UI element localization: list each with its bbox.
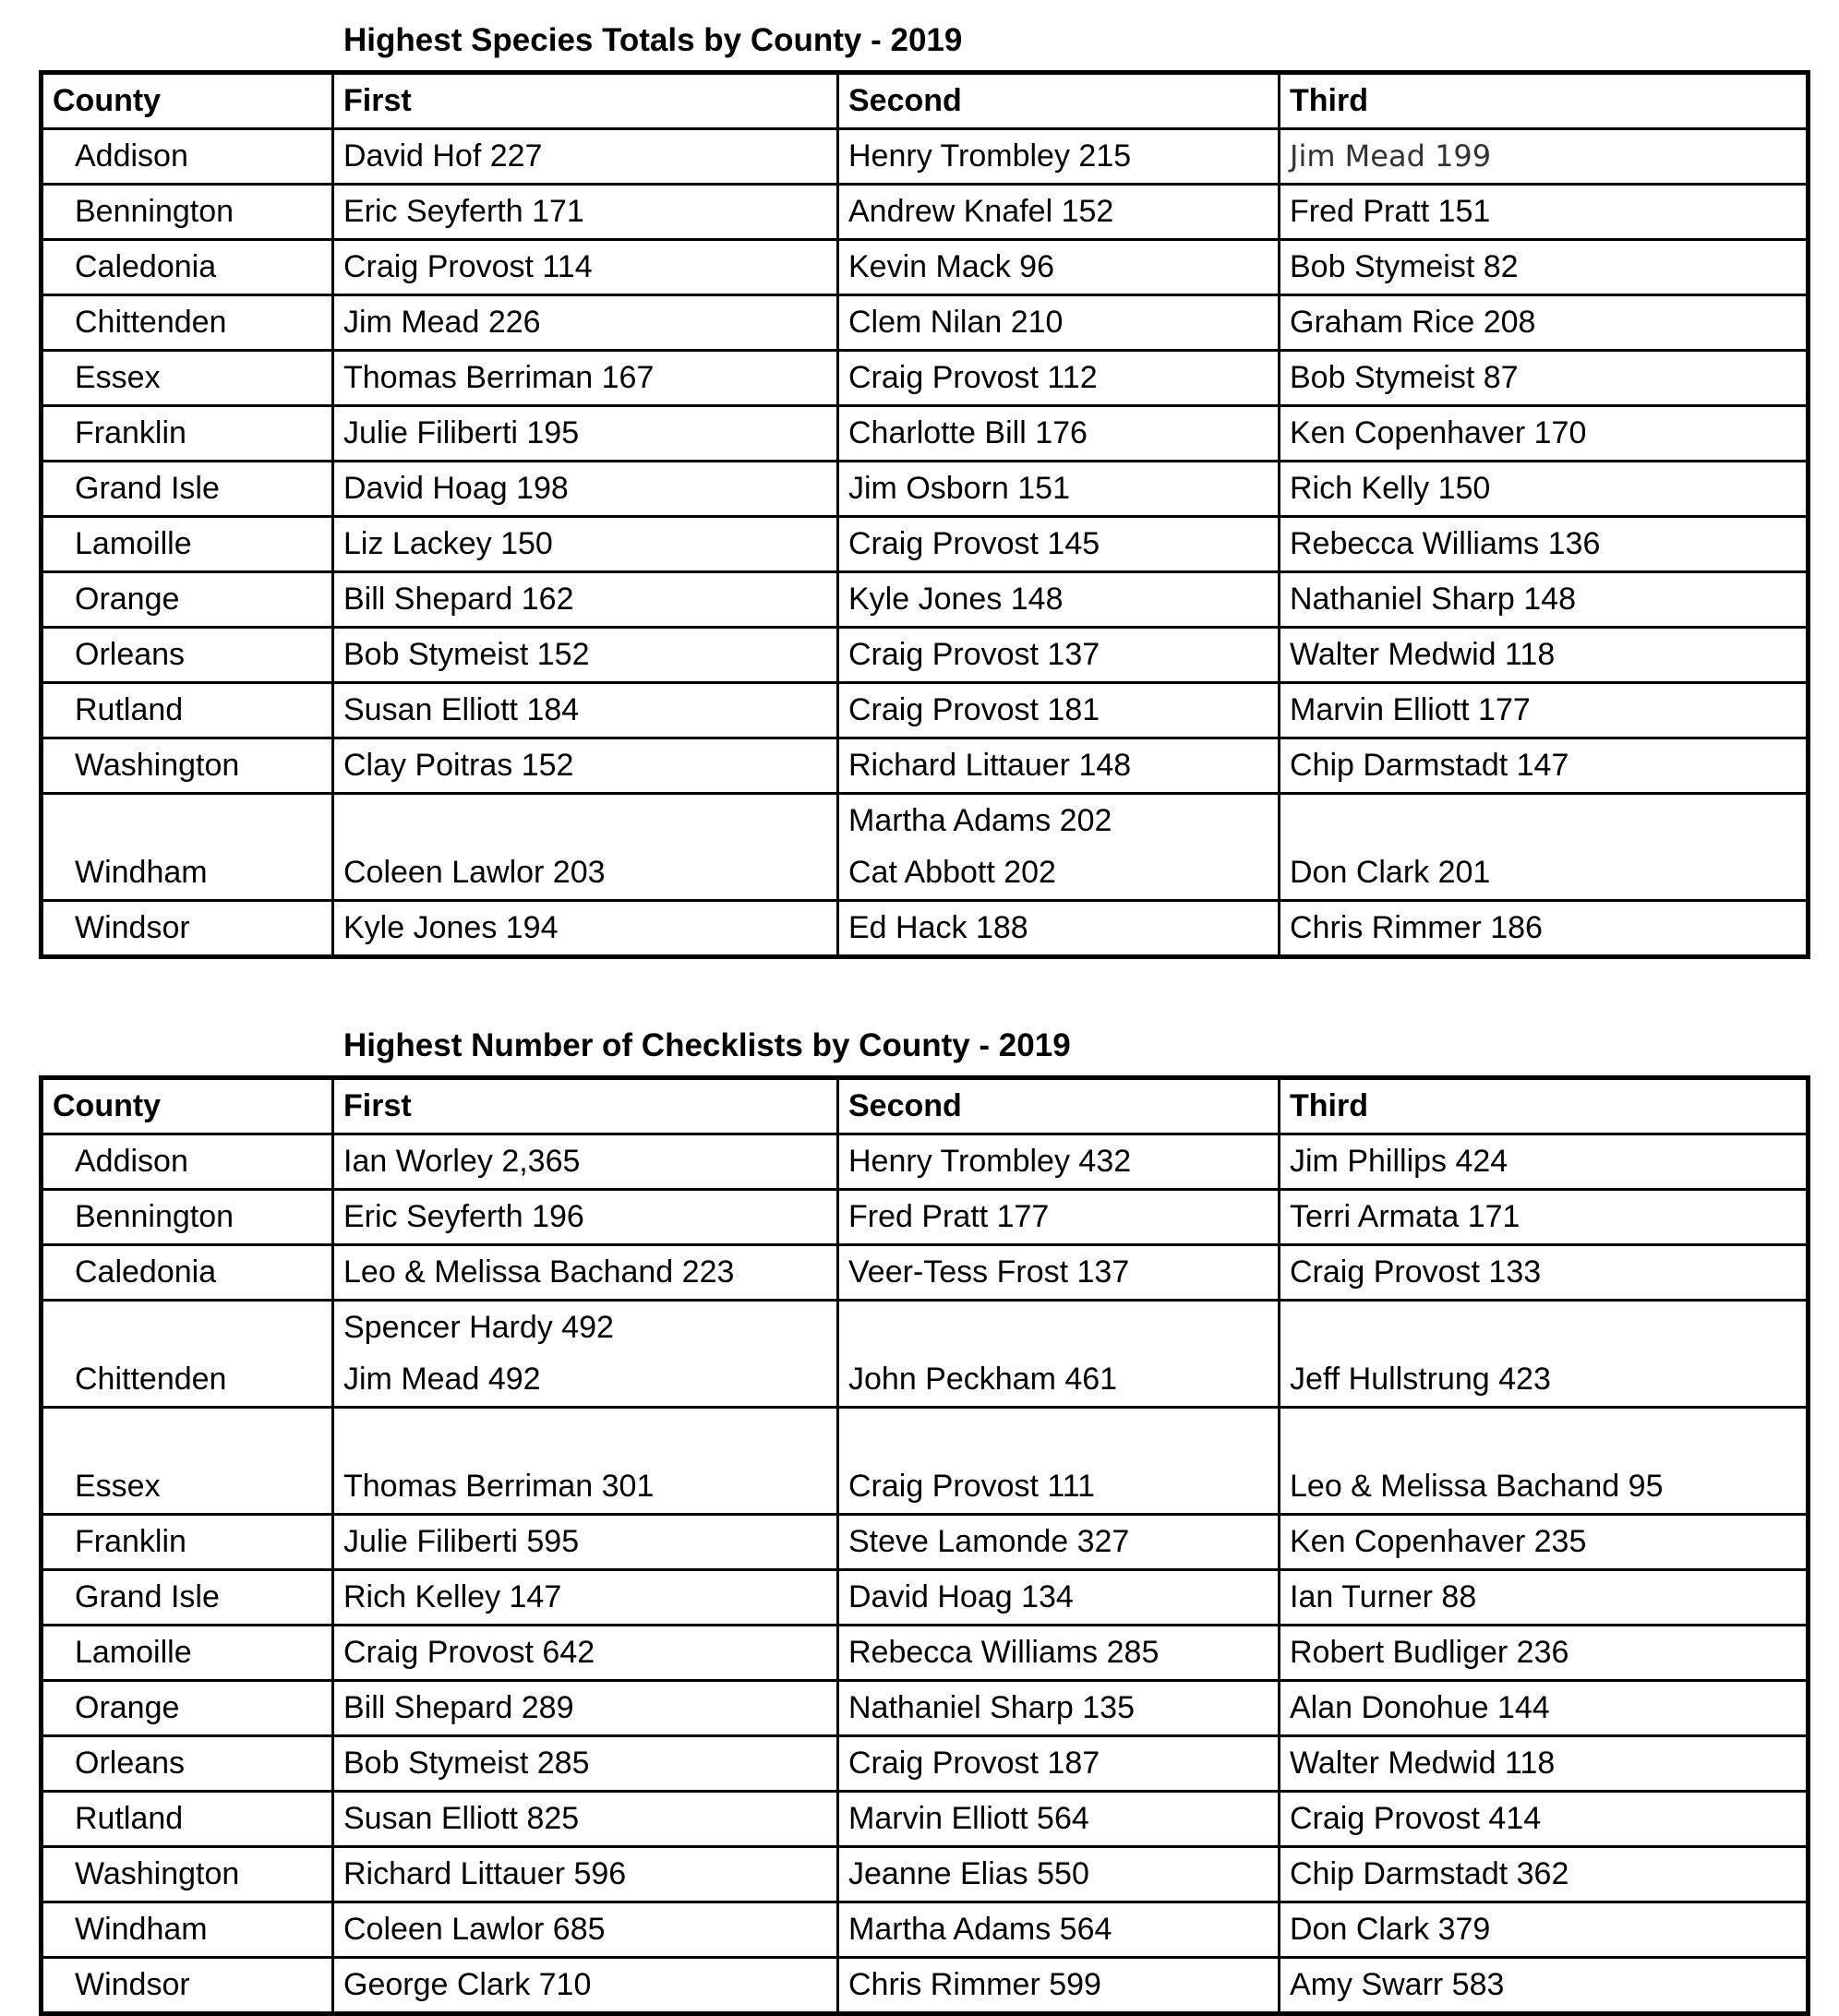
- cell-text: Ian Turner 88: [1290, 1579, 1477, 1614]
- cell-text: Marvin Elliott 177: [1290, 692, 1531, 727]
- cell-text: Walter Medwid 118: [1290, 1746, 1556, 1781]
- cell-text: Craig Provost 111: [848, 1469, 1096, 1504]
- cell-text: Kyle Jones 148: [848, 582, 1064, 617]
- cell-text: Craig Provost 114: [343, 249, 593, 284]
- cell-second: [838, 1408, 1280, 1515]
- cell-text: Leo & Melissa Bachand 223: [343, 1254, 735, 1290]
- table-row: [42, 1515, 1809, 1570]
- cell-text: Jim Mead 199: [1290, 138, 1492, 174]
- cell-text: Chris Rimmer 186: [1290, 910, 1543, 945]
- cell-county: [42, 1408, 333, 1515]
- table-row: [42, 1902, 1809, 1958]
- cell-first: [333, 462, 838, 517]
- column-header-county: County: [42, 1078, 333, 1134]
- cell-text: Rich Kelly 150: [1290, 471, 1491, 506]
- cell-text: Julie Filiberti 195: [343, 415, 580, 450]
- cell-text: Eric Seyferth 171: [343, 194, 584, 229]
- table-row: [42, 1958, 1809, 2014]
- cell-third: [1280, 1792, 1809, 1847]
- cell-first: [333, 185, 838, 240]
- cell-text: Orleans: [75, 1746, 186, 1781]
- cell-first: [333, 1301, 838, 1408]
- cell-third: [1280, 1190, 1809, 1245]
- cell-county: [42, 628, 333, 683]
- cell-first: [333, 1847, 838, 1902]
- cell-text: Andrew Knafel 152: [848, 194, 1114, 229]
- cell-text: Julie Filiberti 595: [343, 1524, 580, 1559]
- table-row: [42, 1847, 1809, 1902]
- cell-text: Rutland: [75, 692, 184, 727]
- cell-second: [838, 794, 1280, 901]
- cell-text: Henry Trombley 432: [848, 1144, 1132, 1179]
- cell-second: [838, 1570, 1280, 1626]
- cell-text: Henry Trombley 215: [848, 138, 1132, 174]
- cell-first: [333, 794, 838, 901]
- cell-county: [42, 462, 333, 517]
- cell-county: [42, 185, 333, 240]
- cell-text: David Hoag 198: [343, 471, 569, 506]
- cell-second: [838, 901, 1280, 957]
- cell-text: Clem Nilan 210: [848, 305, 1064, 340]
- cell-text: Richard Littauer 596: [343, 1856, 627, 1891]
- cell-first: [333, 738, 838, 794]
- cell-text: Jeff Hullstrung 423: [1290, 1362, 1551, 1397]
- cell-first: [333, 1958, 838, 2014]
- cell-text: Addison: [75, 1144, 188, 1179]
- cell-text: Spencer Hardy 492: [343, 1310, 614, 1345]
- cell-text: Bill Shepard 162: [343, 582, 574, 617]
- cell-county: [42, 1847, 333, 1902]
- table-row: [42, 129, 1809, 185]
- cell-text: Susan Elliott 825: [343, 1801, 580, 1836]
- cell-county: [42, 240, 333, 295]
- cell-second: [838, 1902, 1280, 1958]
- cell-text: Orange: [75, 582, 180, 617]
- cell-text: Kyle Jones 194: [343, 910, 559, 945]
- cell-third: [1280, 572, 1809, 628]
- cell-text: Marvin Elliott 564: [848, 1801, 1089, 1836]
- cell-first: [333, 406, 838, 462]
- cell-text: Don Clark 379: [1290, 1912, 1491, 1947]
- cell-text: Clay Poitras 152: [343, 748, 574, 783]
- cell-first: [333, 1792, 838, 1847]
- cell-third: [1280, 794, 1809, 901]
- table-row: [42, 1245, 1809, 1301]
- cell-third: [1280, 185, 1809, 240]
- cell-text: Chittenden: [75, 305, 227, 340]
- cell-county: [42, 1626, 333, 1681]
- cell-text: George Clark 710: [343, 1967, 592, 2002]
- cell-text: Chip Darmstadt 147: [1290, 748, 1569, 783]
- cell-second: [838, 1134, 1280, 1190]
- cell-third: [1280, 1902, 1809, 1958]
- cell-county: [42, 1134, 333, 1190]
- cell-text: Walter Medwid 118: [1290, 637, 1556, 672]
- cell-text: Jim Osborn 151: [848, 471, 1070, 506]
- cell-second: [838, 351, 1280, 406]
- cell-text: Fred Pratt 177: [848, 1199, 1050, 1234]
- cell-text: Jim Mead 226: [343, 305, 541, 340]
- cell-text: Charlotte Bill 176: [848, 415, 1088, 450]
- cell-text: Bob Stymeist 285: [343, 1746, 590, 1781]
- cell-second: [838, 517, 1280, 572]
- species-totals-table-title: Highest Species Totals by County - 2019: [343, 22, 963, 58]
- cell-county: [42, 1681, 333, 1736]
- checklists-table: [39, 1075, 1810, 2016]
- cell-county: [42, 1245, 333, 1301]
- cell-third: [1280, 1958, 1809, 2014]
- cell-text: Bennington: [75, 194, 234, 229]
- cell-text: Washington: [75, 1856, 240, 1891]
- cell-first: [333, 351, 838, 406]
- cell-text: Rich Kelley 147: [343, 1579, 562, 1614]
- column-header-second: Second: [838, 73, 1280, 129]
- cell-text: Rebecca Williams 136: [1290, 526, 1601, 561]
- cell-text: Craig Provost 137: [848, 637, 1100, 672]
- table-row: [42, 1736, 1809, 1792]
- cell-text: Martha Adams 202: [848, 803, 1112, 838]
- cell-text: Craig Provost 414: [1290, 1801, 1542, 1836]
- cell-text: Steve Lamonde 327: [848, 1524, 1130, 1559]
- cell-text: Craig Provost 145: [848, 526, 1100, 561]
- cell-text: Coleen Lawlor 203: [343, 855, 606, 890]
- cell-third: [1280, 628, 1809, 683]
- cell-text: Jim Mead 492: [343, 1362, 541, 1397]
- cell-third: [1280, 517, 1809, 572]
- cell-text: Susan Elliott 184: [343, 692, 580, 727]
- table-row: [42, 1626, 1809, 1681]
- cell-text: Rebecca Williams 285: [848, 1635, 1160, 1670]
- cell-text: Jeanne Elias 550: [848, 1856, 1089, 1891]
- cell-text: Windham: [75, 855, 208, 890]
- cell-text: Franklin: [75, 415, 186, 450]
- cell-text: Bob Stymeist 87: [1290, 360, 1519, 395]
- cell-third: [1280, 1736, 1809, 1792]
- cell-third: [1280, 901, 1809, 957]
- cell-text: Bob Stymeist 82: [1290, 249, 1519, 284]
- cell-text: Jim Phillips 424: [1290, 1144, 1508, 1179]
- table-row: [42, 572, 1809, 628]
- cell-second: [838, 738, 1280, 794]
- cell-text: Amy Swarr 583: [1290, 1967, 1505, 2002]
- cell-second: [838, 1736, 1280, 1792]
- table-row: [42, 901, 1809, 957]
- cell-county: [42, 129, 333, 185]
- column-header-first: First: [333, 1078, 838, 1134]
- table-row: [42, 1792, 1809, 1847]
- cell-second: [838, 572, 1280, 628]
- cell-third: [1280, 240, 1809, 295]
- cell-text: Rutland: [75, 1801, 184, 1836]
- cell-first: [333, 240, 838, 295]
- cell-text: Martha Adams 564: [848, 1912, 1112, 1947]
- table-row: [42, 295, 1809, 351]
- cell-text: Thomas Berriman 167: [343, 360, 655, 395]
- cell-first: [333, 572, 838, 628]
- cell-county: [42, 1190, 333, 1245]
- cell-text: Bennington: [75, 1199, 234, 1234]
- cell-county: [42, 406, 333, 462]
- cell-county: [42, 901, 333, 957]
- cell-second: [838, 1245, 1280, 1301]
- cell-second: [838, 406, 1280, 462]
- cell-second: [838, 295, 1280, 351]
- table-row: [42, 1190, 1809, 1245]
- cell-third: [1280, 1134, 1809, 1190]
- cell-text: Bill Shepard 289: [343, 1690, 574, 1725]
- cell-text: Robert Budliger 236: [1290, 1635, 1569, 1670]
- cell-text: Windham: [75, 1912, 208, 1947]
- cell-first: [333, 683, 838, 738]
- cell-third: [1280, 1408, 1809, 1515]
- table-row: [42, 1681, 1809, 1736]
- cell-text: Graham Rice 208: [1290, 305, 1536, 340]
- header-row: [42, 1078, 1809, 1134]
- cell-text: Thomas Berriman 301: [343, 1469, 655, 1504]
- cell-text: Essex: [75, 360, 161, 395]
- cell-second: [838, 1958, 1280, 2014]
- column-header-county: County: [42, 73, 333, 129]
- cell-third: [1280, 1626, 1809, 1681]
- column-header-third: Third: [1280, 73, 1809, 129]
- cell-text: Coleen Lawlor 685: [343, 1912, 606, 1947]
- cell-first: [333, 517, 838, 572]
- cell-county: [42, 738, 333, 794]
- table-row: [42, 185, 1809, 240]
- cell-third: [1280, 406, 1809, 462]
- cell-third: [1280, 462, 1809, 517]
- cell-county: [42, 1736, 333, 1792]
- cell-text: Orleans: [75, 637, 186, 672]
- cell-county: [42, 1792, 333, 1847]
- cell-second: [838, 240, 1280, 295]
- cell-text: Craig Provost 642: [343, 1635, 595, 1670]
- checklists-table-title: Highest Number of Checklists by County - 2019: [343, 1027, 1071, 1063]
- cell-county: [42, 295, 333, 351]
- cell-text: Chris Rimmer 599: [848, 1967, 1101, 2002]
- table-row: [42, 794, 1809, 901]
- cell-second: [838, 1681, 1280, 1736]
- cell-first: [333, 628, 838, 683]
- cell-second: [838, 462, 1280, 517]
- table-row: [42, 1408, 1809, 1515]
- cell-text: Terri Armata 171: [1290, 1199, 1520, 1234]
- column-header-third: Third: [1280, 1078, 1809, 1134]
- column-header-first: First: [333, 73, 838, 129]
- table-row: [42, 517, 1809, 572]
- cell-first: [333, 129, 838, 185]
- cell-second: [838, 1847, 1280, 1902]
- cell-text: Kevin Mack 96: [848, 249, 1054, 284]
- column-header-second: Second: [838, 1078, 1280, 1134]
- table-row: [42, 462, 1809, 517]
- cell-text: David Hof 227: [343, 138, 543, 174]
- table-row: [42, 628, 1809, 683]
- cell-county: [42, 1958, 333, 2014]
- cell-second: [838, 1515, 1280, 1570]
- cell-text: Eric Seyferth 196: [343, 1199, 584, 1234]
- cell-first: [333, 1190, 838, 1245]
- cell-first: [333, 1515, 838, 1570]
- cell-county: [42, 1570, 333, 1626]
- table-row: [42, 1301, 1809, 1408]
- cell-third: [1280, 1515, 1809, 1570]
- cell-second: [838, 1301, 1280, 1408]
- header-row: [42, 73, 1809, 129]
- cell-text: Chip Darmstadt 362: [1290, 1856, 1569, 1891]
- cell-third: [1280, 1570, 1809, 1626]
- cell-first: [333, 1736, 838, 1792]
- table-row: [42, 351, 1809, 406]
- cell-county: [42, 572, 333, 628]
- cell-county: [42, 517, 333, 572]
- cell-text: Grand Isle: [75, 1579, 220, 1614]
- cell-text: Caledonia: [75, 1254, 217, 1290]
- cell-text: Washington: [75, 748, 240, 783]
- cell-text: Ed Hack 188: [848, 910, 1028, 945]
- cell-first: [333, 1408, 838, 1515]
- cell-text: Craig Provost 133: [1290, 1254, 1542, 1290]
- cell-third: [1280, 1681, 1809, 1736]
- cell-text: Craig Provost 181: [848, 692, 1100, 727]
- cell-text: Lamoille: [75, 1635, 192, 1670]
- cell-first: [333, 901, 838, 957]
- cell-text: Richard Littauer 148: [848, 748, 1132, 783]
- cell-text: Leo & Melissa Bachand 95: [1290, 1469, 1664, 1504]
- cell-first: [333, 1134, 838, 1190]
- table-row: [42, 406, 1809, 462]
- cell-text: Craig Provost 112: [848, 360, 1098, 395]
- cell-text: Liz Lackey 150: [343, 526, 553, 561]
- cell-second: [838, 628, 1280, 683]
- cell-first: [333, 1902, 838, 1958]
- cell-county: [42, 794, 333, 901]
- cell-text: Lamoille: [75, 526, 192, 561]
- cell-text: Nathaniel Sharp 135: [848, 1690, 1136, 1725]
- cell-second: [838, 1626, 1280, 1681]
- table-row: [42, 738, 1809, 794]
- cell-text: Ian Worley 2,365: [343, 1144, 581, 1179]
- cell-third: [1280, 738, 1809, 794]
- species-totals-table: [39, 70, 1810, 959]
- cell-text: Orange: [75, 1690, 180, 1725]
- table-row: [42, 1570, 1809, 1626]
- cell-second: [838, 1190, 1280, 1245]
- cell-third: [1280, 295, 1809, 351]
- cell-third: [1280, 351, 1809, 406]
- cell-text: Ken Copenhaver 170: [1290, 415, 1587, 450]
- cell-first: [333, 1245, 838, 1301]
- cell-text: David Hoag 134: [848, 1579, 1074, 1614]
- cell-text: Caledonia: [75, 249, 217, 284]
- cell-text: Craig Provost 187: [848, 1746, 1100, 1781]
- cell-text: Veer-Tess Frost 137: [848, 1254, 1130, 1290]
- cell-second: [838, 683, 1280, 738]
- cell-text: Bob Stymeist 152: [343, 637, 590, 672]
- cell-third: [1280, 129, 1809, 185]
- cell-text: Nathaniel Sharp 148: [1290, 582, 1577, 617]
- cell-county: [42, 1301, 333, 1408]
- cell-first: [333, 295, 838, 351]
- cell-county: [42, 351, 333, 406]
- cell-text: John Peckham 461: [848, 1362, 1118, 1397]
- cell-text: Fred Pratt 151: [1290, 194, 1491, 229]
- cell-text: Franklin: [75, 1524, 186, 1559]
- cell-county: [42, 683, 333, 738]
- cell-second: [838, 1792, 1280, 1847]
- cell-third: [1280, 1245, 1809, 1301]
- table-row: [42, 1134, 1809, 1190]
- cell-county: [42, 1515, 333, 1570]
- cell-second: [838, 185, 1280, 240]
- cell-second: [838, 129, 1280, 185]
- cell-text: Grand Isle: [75, 471, 220, 506]
- cell-third: [1280, 1847, 1809, 1902]
- cell-first: [333, 1626, 838, 1681]
- cell-text: Windsor: [75, 1967, 190, 2002]
- cell-text: Alan Donohue 144: [1290, 1690, 1550, 1725]
- cell-text: Ken Copenhaver 235: [1290, 1524, 1587, 1559]
- table-row: [42, 240, 1809, 295]
- cell-text: Cat Abbott 202: [848, 855, 1056, 890]
- cell-first: [333, 1681, 838, 1736]
- cell-text: Windsor: [75, 910, 190, 945]
- cell-first: [333, 1570, 838, 1626]
- cell-text: Chittenden: [75, 1362, 227, 1397]
- cell-third: [1280, 1301, 1809, 1408]
- table-row: [42, 683, 1809, 738]
- cell-county: [42, 1902, 333, 1958]
- cell-text: Don Clark 201: [1290, 855, 1491, 890]
- cell-third: [1280, 683, 1809, 738]
- cell-text: Addison: [75, 138, 188, 174]
- cell-text: Essex: [75, 1469, 161, 1504]
